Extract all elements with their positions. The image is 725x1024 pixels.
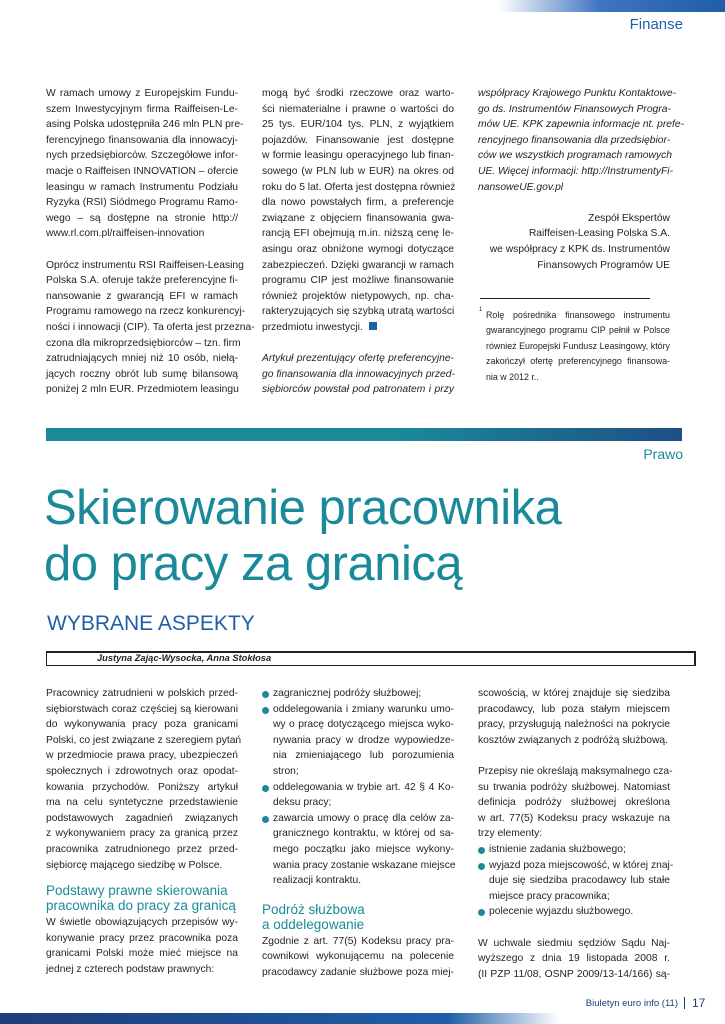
text-line: ności i innowacji (CIP). Ta oferta jest przezna- (46, 321, 255, 333)
text-line: Programu ramowego na rzecz konkurencyj- (46, 306, 246, 318)
prawo-col3-paragraph-2 (478, 764, 673, 842)
text-line: zakończył ofertę preferencyjnego finansowa- (486, 356, 670, 367)
text-line: poniżej 2 mln EUR. Przedmiotem leasingu (46, 384, 239, 396)
prawo-column-2 (262, 686, 454, 981)
text-line: definicja podróży służbowej określona (478, 797, 670, 809)
text-line: Oprócz instrumentu RSI Raiffeisen-Leasing (46, 259, 244, 271)
text-line: polecenie wyjazdu służbowego. (489, 906, 634, 918)
text-line: ców we wszystkich programach ramowych (478, 150, 672, 162)
signature-line: Zespół Ekspertów (588, 212, 670, 224)
text-line: go finansowania dla innowacyjnych przed- (262, 368, 455, 380)
text-line: do wykonywania pracy poza granicami (46, 719, 238, 731)
text-line: granicznego kontraktu, w której od sa- (273, 828, 454, 840)
text-line: nia zmieniającego lub porozumienia (273, 750, 454, 762)
text-line: trzy elementy: (478, 828, 543, 840)
text-line: mów UE. KPK zapewnia informacje nt. prefe- (478, 119, 685, 131)
article-title-line: Skierowanie pracownika (44, 481, 562, 535)
list-item (478, 842, 670, 858)
signature-line: Finansowych Programów UE (537, 259, 670, 271)
text-line: jednej z czterech podstaw prawnych: (46, 963, 215, 975)
article-title-line: do pracy za granicą (44, 537, 463, 591)
text-line: Przepisy nie określają maksymalnego cza- (478, 765, 673, 777)
text-line: Rolę pośrednika finansowego instrumentu (486, 310, 670, 320)
list-item (478, 904, 670, 920)
text-line: stron; (273, 765, 299, 777)
text-line: ferencyjnego finansowania dla innowacyj- (46, 134, 238, 146)
text-line: miejsce pracy pracownika; (489, 890, 610, 902)
text-line: Artykuł prezentujący ofertę preferencyjne- (262, 353, 454, 365)
text-line: rakteryzujących się szybką utratą wartości (262, 306, 455, 318)
heading-line: pracownika do pracy za granicą (46, 898, 236, 914)
list-item (262, 811, 454, 889)
text-line: Zgodnie z art. 77(5) Kodeksu pracy pra- (262, 935, 454, 947)
authors: Justyna Zając-Wysocka, Anna Stokłosa (97, 653, 272, 663)
list-item (262, 702, 454, 780)
text-line: w art. 77(5) Kodeksu pracy wskazuje na (478, 812, 670, 824)
footer-publication: Biuletyn euro info (11) (585, 998, 678, 1009)
finanse-column-2 (262, 86, 454, 398)
finanse-col1-paragraph-2 (46, 258, 255, 398)
text-line: pracodawcy zadanie służbowe poza miej- (262, 966, 454, 978)
text-line: asingu oraz obniżone wymogi dotyczące (262, 243, 454, 255)
prawo-col2-paragraph-2 (262, 934, 454, 981)
list-item (262, 780, 454, 811)
text-line: kowania przychodów. Poniższy artykuł (46, 781, 238, 793)
section-label-finanse: Finanse (629, 16, 683, 33)
text-line: W świetle obowiązujących przepisów wy- (46, 917, 238, 929)
finanse-col2-paragraph-1 (262, 86, 454, 336)
section-heading-legal-basis (46, 883, 238, 913)
text-line: wyjazd poza miejscowość, w której znaj- (489, 859, 674, 871)
text-line: zagranicznej podróży służbowej; (273, 688, 422, 699)
text-line: siębiorcę mającego siedzibę w Polsce. (46, 859, 223, 871)
footnote (486, 308, 670, 385)
text-line: nansowanie z gwarancją EFI w ramach (46, 290, 238, 302)
text-line: W uchwale siedmiu sędziów Sądu Naj- (478, 937, 670, 949)
text-line: nia w 2012 r.. (486, 371, 539, 382)
text-line: zawarcia umowy o pracę dla celów za- (273, 812, 454, 824)
text-line: nansoweUE.gov.pl (478, 181, 564, 193)
text-line: jących roczny obrót lub sumę bilansową (46, 368, 238, 380)
text-line: istnienie zadania służbowego; (489, 843, 626, 855)
bullet-icon (478, 863, 485, 870)
footnote-divider (480, 298, 650, 299)
text-line: Pracownicy zatrudnieni w polskich przed- (46, 688, 238, 699)
text-line: czona dla mikroprzedsiębiorców – tzn. firm (46, 337, 241, 349)
prawo-col1-paragraph-2 (46, 915, 238, 977)
text-line: pracownika zatrudnionego przez przed- (46, 843, 238, 855)
text-line: W ramach umowy z Europejskim Fundu- (46, 88, 238, 99)
text-line: Polski, co jest związane z szeregiem pytań (46, 734, 242, 746)
text-line: sowego (w PLN lub w EUR) na okres od (262, 165, 454, 177)
bullet-icon (478, 909, 485, 916)
text-line: w formie leasingu operacyjnego lub finan- (262, 150, 454, 162)
text-line: siębiorców powstał pod patronatem i przy (262, 384, 454, 396)
text-line: społecznych i zdrowotnych oraz opodat- (46, 765, 238, 777)
heading-line: Podstawy prawne skierowania (46, 883, 228, 899)
heading-line: a oddelegowanie (262, 916, 365, 932)
text-line: pracy, przysługują należności na pokrycie (478, 719, 670, 731)
text-line: Ryzyka (RSI) Siódmego Programu Ramo- (46, 197, 238, 209)
header-gradient-bar (498, 0, 725, 12)
text-line: macje o Raiffeisen INNOVATION – ofercie (46, 165, 239, 177)
article-title (44, 480, 561, 592)
text-line: gwarancyjnego programu CIP pełnił w Polsce (486, 325, 670, 336)
text-line: zatrudniających mniej niż 10 osób, niełą- (46, 353, 238, 365)
text-line: programu CIP jest możliwe finansowanie (262, 275, 454, 287)
prawo-column-1 (46, 686, 242, 978)
text-line: również projektów nietypowych, np. cha- (262, 290, 454, 302)
text-line: konywanie pracy przez pracownika poza (46, 932, 238, 944)
page-number: 17 (692, 996, 706, 1010)
text-line: wego – są dostępne na stronie http:// (46, 212, 238, 224)
text-line: szem Inwestycyjnym firma Raiffeisen-Le- (46, 103, 238, 115)
text-line: leasingu w ramach Instrumentu Podziału (46, 181, 238, 193)
text-line: duje się siedziba pracodawcy lub stałe (489, 875, 670, 887)
section-divider-band (46, 428, 682, 441)
text-line: su trwania podróży służbowej. Natomiast (478, 781, 670, 793)
text-line: (II PZP 11/08, OSNP 2009/13-14/166) są- (478, 968, 670, 980)
trip-elements-list (478, 842, 674, 920)
text-line: ma na celu syntetyczne przedstawienie (46, 797, 238, 809)
text-line: współpracy Krajowego Punktu Kontaktowe- (478, 88, 677, 99)
text-line: pojazdów. Finansowanie jest dostępne (262, 134, 454, 146)
text-line: zabezpieczeń. Dzięki gwarancji w ramach (262, 259, 454, 271)
section-label-prawo: Prawo (643, 446, 683, 462)
text-line: cownikowi wykonującemu na polecenie (262, 951, 454, 963)
footer-page-divider (684, 997, 685, 1009)
bullet-icon (262, 691, 269, 698)
text-line: oddelegowania i zmiany warunku umo- (273, 703, 454, 715)
prawo-col3-paragraph-1 (478, 686, 670, 748)
text-line: ści niematerialne i prawne o wartości do (262, 103, 454, 115)
text-line: kosztów związanych z podróżą służbową. (478, 734, 669, 746)
text-line: nych przedsiębiorców. Szczegółowe infor- (46, 150, 238, 162)
text-line: roku do 5 lat. Oferta jest dostępna również (262, 181, 456, 193)
text-line: dla nowo powstałych firm, a preferencje (262, 197, 454, 209)
signature-line: we współpracy z KPK ds. Instrumentów (489, 243, 670, 255)
text-line: wyższego z dnia 19 listopada 2008 r. (478, 953, 670, 965)
text-line: oddelegowania w trybie art. 42 § 4 Ko- (273, 781, 454, 793)
text-line: wy o pracę dotyczącego miejsca wyko- (273, 719, 454, 731)
footer-bar (0, 1013, 560, 1024)
text-line: wania pracy zostanie wskazane miejsce (273, 859, 456, 871)
list-item (262, 686, 454, 702)
text-line: Polska S.A. oferuje także preferencyjne fi- (46, 275, 238, 287)
text-line: rencyjnego finansowania dla przedsiębior- (478, 134, 671, 146)
text-line: deksu pracy; (273, 797, 332, 809)
text-line: siębiorstwach coraz częściej są kierowani (46, 703, 238, 715)
signature-line: Raiffeisen-Leasing Polska S.A. (528, 228, 670, 240)
signature-block (478, 211, 670, 273)
text-line: UE. Więcej informacji: http://InstrumentyFi- (478, 165, 674, 177)
bullet-icon (262, 785, 269, 792)
finanse-column-3 (478, 86, 685, 273)
text-line: scowością, w której znajduje się siedziba (478, 688, 670, 699)
bullet-icon (262, 816, 269, 823)
finanse-column-1 (46, 86, 255, 398)
text-line: przedmiotu inwestycji. (262, 320, 454, 336)
text-line: realizacji kontraktu. (273, 875, 362, 887)
text-line: go ds. Instrumentów Finansowych Progra- (478, 103, 671, 115)
text-line: pracodawcy, lub poza stałym miejscem (478, 703, 670, 715)
prawo-col3-paragraph-3 (478, 936, 670, 983)
section-heading-business-trip (262, 902, 454, 932)
footnote-marker: 1 (479, 307, 483, 313)
text-line: w przedmiocie prawa pracy, ubezpieczeń (46, 750, 238, 762)
text-line: mogą być środki rzeczowe oraz warto- (262, 88, 454, 99)
text-line: nywania pracy w drodze wypowiedze- (273, 734, 454, 746)
text-line: granicami Polski może mieć miejsce na (46, 948, 238, 960)
bullet-icon (262, 707, 269, 714)
heading-line: Podróż służbowa (262, 901, 365, 917)
finanse-col1-paragraph-1 (46, 86, 244, 242)
prawo-column-3 (478, 686, 674, 982)
text-line: związane z objęciem finansowania gwa- (262, 212, 454, 224)
text-line: asing Polska udostępniła 246 mln PLN pre- (46, 119, 244, 131)
text-line: 25 tys. EUR/104 tys. PLN, z wyjątkiem (262, 119, 454, 131)
text-line: z wykonywaniem pracy za granicą przez (46, 828, 238, 840)
text-line: również Europejski Fundusz Leasingowy, który (486, 340, 670, 351)
list-item (478, 858, 674, 905)
text-line: mego początku jako miejsce wykony- (273, 843, 454, 855)
finanse-col2-italic-note (262, 351, 454, 398)
text-line: podstawowych zagadnień związanych (46, 812, 238, 824)
text-line: rancją EFI obejmują m.in. niższą cenę le- (262, 228, 454, 240)
bullet-icon (478, 847, 485, 854)
article-subtitle: WYBRANE ASPEKTY (47, 612, 255, 635)
finanse-col3-italic-note (478, 86, 685, 195)
text-line: www.rl.com.pl/raiffeisen-innovation (46, 228, 205, 240)
end-of-article-square-icon (369, 322, 377, 330)
intro-paragraph (46, 686, 242, 873)
legal-basis-list (262, 686, 454, 889)
